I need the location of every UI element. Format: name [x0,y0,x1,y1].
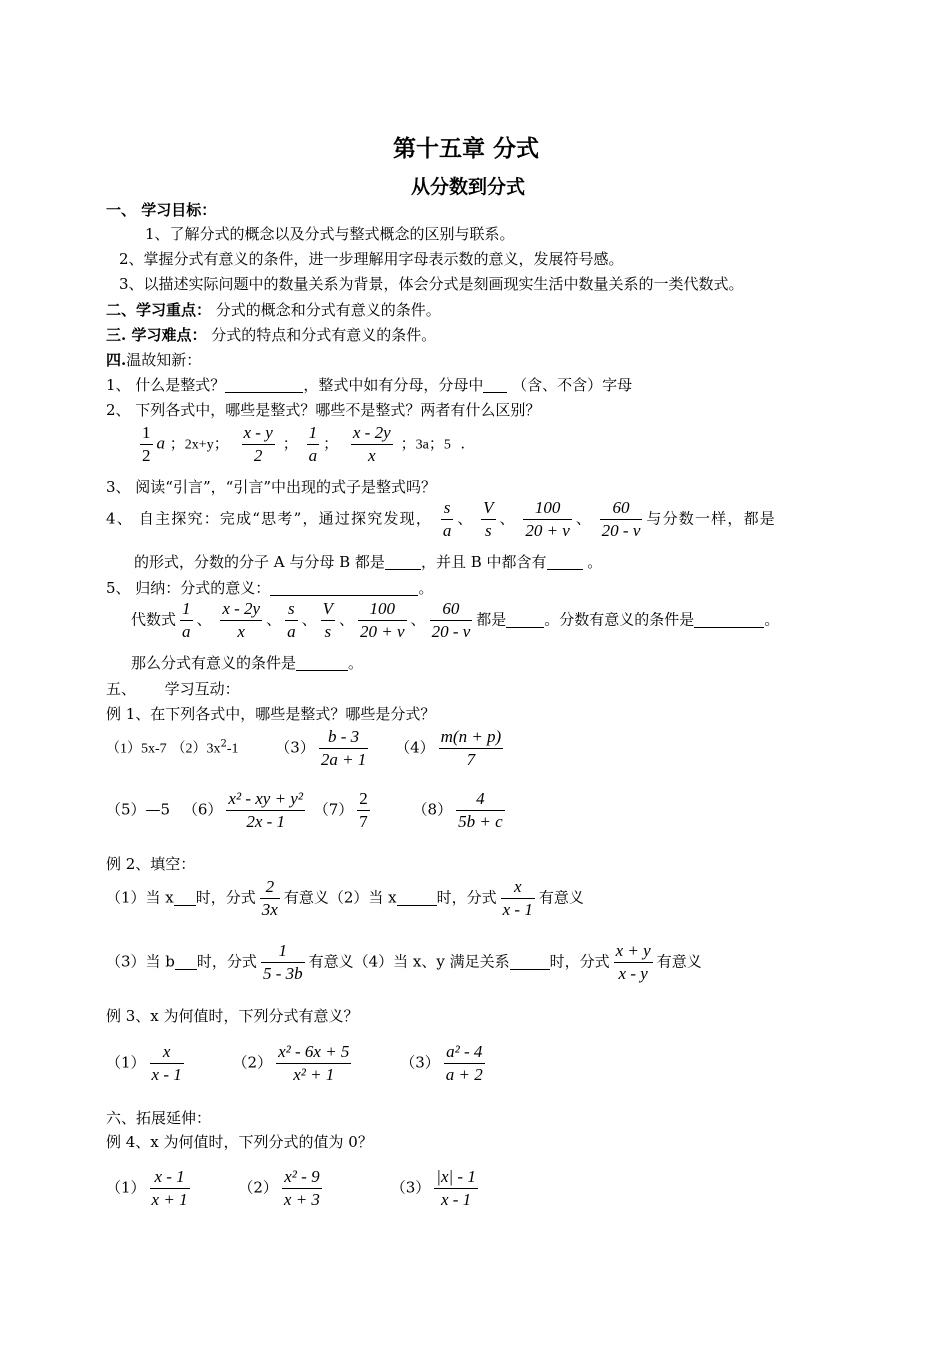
answer-blank[interactable] [270,580,418,596]
denominator: 20 + v [525,521,570,540]
question-text: （3）当 b [106,952,175,971]
fraction [600,497,643,542]
question-5-expressions [131,598,779,643]
answer-blank[interactable] [175,954,197,970]
question-text: 的形式，分数的分子 A 与分母 B 都是 [134,553,385,571]
example-4-items [106,1166,482,1211]
objective-2: 2、掌握分式有意义的条件，进一步理解用字母表示数的意义，发展符号感。 [119,250,624,268]
question-4-cont [134,551,602,572]
numerator: 2 [357,788,370,811]
denominator: x [367,446,376,465]
answer-blank[interactable] [385,554,421,570]
fraction [481,497,495,542]
answer-blank[interactable] [296,655,348,671]
example-1: 例 1、在下列各式中，哪些是整式？哪些是分式？ [106,705,436,723]
numerator: 60 [430,598,473,621]
fraction [220,598,262,643]
numerator: x² - 9 [282,1166,322,1189]
fraction [358,598,407,643]
example-2-line-a [106,876,584,921]
answer-blank[interactable] [397,890,437,906]
example-3-items [106,1041,489,1086]
question-text: ，并且 B 中都含有 [420,553,547,571]
question-text: 那么分式有意义的条件是 [131,654,297,672]
denominator: a [308,446,318,465]
period: . [460,434,466,453]
item-label: （6） [182,800,223,819]
fraction [242,422,275,467]
fraction [444,1041,485,1086]
question-1 [106,374,632,395]
question-text: 有意义 [656,952,702,971]
item-label: （7） [313,800,354,819]
example-4: 例 4、x 为何值时，下列分式的值为 0？ [106,1133,373,1151]
denominator: 2a + 1 [320,750,367,769]
separator: ； [428,434,444,453]
expression: 2x+y [184,437,214,453]
item-label: -1 [226,741,239,757]
key-points [106,299,441,320]
question-text: 4、 自主探究：完成“思考”，通过探究发现， [106,509,433,528]
review-text: 温故知新： [126,351,202,369]
denominator: x - y [618,964,648,983]
separator: 、 [499,509,515,528]
denominator: 7 [466,750,476,769]
denominator: a [182,622,191,641]
question-text: 时，分式 [196,952,257,971]
item-label: （2）3x [171,741,221,757]
fraction [260,876,280,921]
key-points-text: 分式的概念和分式有意义的条件。 [215,301,441,319]
fraction [261,940,305,985]
numerator: x - 2y [220,598,262,621]
example-1-items-b [106,788,509,833]
denominator: 2 [142,446,151,465]
answer-blank[interactable] [506,612,544,628]
numerator: x - 1 [150,1166,190,1189]
question-2: 2、 下列各式中，哪些是整式？哪些不是整式？两者有什么区别？ [106,401,541,419]
item-label: （4） [395,738,435,757]
section-heading: 五、 学习互动： [106,680,240,698]
question-text: 。分数有意义的条件是 [544,610,695,629]
denominator: 2 [253,446,263,465]
denominator: s [324,622,332,641]
answer-blank[interactable] [510,954,550,970]
question-text: 代数式 [131,610,177,629]
exponent: 2 [220,738,227,750]
example-2: 例 2、填空： [106,855,196,873]
fraction [282,1166,322,1211]
denominator: x + 3 [283,1190,320,1209]
page-subtitle: 从分数到分式 [411,176,526,198]
item-label: （3） [400,1053,440,1072]
numerator: b - 3 [319,726,368,749]
fraction [434,1166,478,1211]
fraction [456,788,505,833]
question-text: 时，分式 [195,888,256,907]
question-text: 。 [587,553,603,571]
question-text: 时，分式 [436,888,497,907]
question-text: 都是 [476,610,507,629]
separator: ； [213,434,229,453]
fraction [614,940,653,985]
denominator: x + 1 [151,1190,188,1209]
denominator: a [442,521,452,540]
difficulties-text: 分式的特点和分式有意义的条件。 [211,326,437,344]
separator: 、 [196,610,212,629]
question-text: ，整式中如有分母，分母中 [303,376,484,394]
question-text: 有意义 [538,888,584,907]
key-points-label: 二、学习重点： [106,301,212,319]
review-heading [106,349,201,370]
separator: 、 [301,610,317,629]
separator: 、 [410,610,426,629]
denominator: x - 1 [502,900,533,919]
numerator: 100 [358,598,407,621]
denominator: 20 + v [360,622,405,641]
denominator: 5 - 3b [262,964,303,983]
numerator: x² - xy + y² [226,788,305,811]
fraction [140,422,153,467]
difficulties [106,324,436,345]
numerator: x² - 6x + 5 [276,1041,351,1064]
question-text: 有意义（4）当 x、y 满足关系 [308,952,510,971]
answer-blank[interactable] [694,612,764,628]
example-2-line-b [106,940,702,985]
fraction [351,422,393,467]
question-text: 有意义（2）当 x [283,888,397,907]
denominator: s [485,521,492,540]
denominator: a [287,622,296,641]
separator: ； [323,434,339,453]
denominator: a + 2 [445,1065,483,1084]
question-4 [106,497,776,542]
denominator: 20 - v [431,622,471,641]
denominator: x - 1 [151,1065,182,1084]
item-label: （3） [390,1178,431,1197]
example-1-items-a [106,726,507,771]
numerator: 1 [261,940,305,963]
question-5-cont [131,652,363,673]
review-label: 四. [106,351,127,369]
fraction [150,1166,190,1211]
answer-blank[interactable] [174,890,196,906]
question-text: 1、 什么是整式？ [106,376,226,394]
numerator: 1 [140,422,153,445]
fraction [276,1041,351,1086]
fraction [501,876,535,921]
question-text: 5、 归纳：分式的意义： [106,579,271,597]
answer-blank[interactable] [225,377,303,393]
fraction [523,497,572,542]
denominator: 7 [359,812,368,831]
expression: 3a [415,437,429,453]
item-label: （1） [106,1178,146,1197]
denominator: 20 - v [601,521,641,540]
item-label: （1） [106,1053,146,1072]
numerator: a² - 4 [444,1041,485,1064]
fraction [150,1041,184,1086]
numerator: 2 [260,876,280,899]
question-5 [106,577,433,598]
numerator: x - 2y [351,422,393,445]
fraction [226,788,305,833]
numerator: |x| - 1 [434,1166,478,1189]
objective-1: 1、了解分式的概念以及分式与整式概念的区别与联系。 [145,225,515,243]
numerator: 100 [523,497,572,520]
question-text: 。 [348,654,364,672]
separator: ； [400,434,416,453]
fraction [357,788,370,833]
item-label: （2） [238,1178,278,1197]
numerator: s [441,497,454,520]
fraction [441,497,454,542]
fraction [439,726,504,771]
item-label: （2） [232,1053,273,1072]
denominator: 5b + c [458,812,503,831]
objective-3: 3、以描述实际问题中的数量关系为背景，体会分式是刻画现实生活中数量关系的一类代数式。 [119,275,744,293]
numerator: 1 [307,422,320,445]
question-2-expressions [136,422,465,467]
denominator: x [237,622,245,641]
question-text: 与分数一样，都是 [646,509,776,528]
denominator: 3x [261,900,278,919]
question-text: 。 [418,579,434,597]
question-text: （1）当 x [106,888,174,907]
numerator: V [481,497,495,520]
page-title: 第十五章 分式 [393,136,540,162]
answer-blank[interactable] [483,377,507,393]
numerator: x [501,876,535,899]
section-heading: 一、 学习目标： [106,201,217,219]
separator: 、 [266,610,282,629]
separator: 、 [339,610,355,629]
fraction [285,598,298,643]
example-3: 例 3、x 为何值时，下列分式有意义？ [106,1007,359,1025]
expression: 5 [443,437,451,453]
fraction [319,726,368,771]
numerator: x + y [614,940,653,963]
numerator: x [150,1041,184,1064]
difficulties-label: 三. 学习难点： [106,326,207,344]
numerator: m(n + p) [439,726,504,749]
fraction [307,422,320,467]
fraction [321,598,335,643]
fraction [180,598,193,643]
question-3: 3、 阅读“引言”，“引言”中出现的式子是整式吗？ [106,478,436,496]
separator: 、 [575,509,591,528]
numerator: 1 [180,598,193,621]
item-label: （5）—5 [106,800,171,819]
numerator: V [321,598,335,621]
numerator: x - y [242,422,275,445]
variable: a [156,433,165,453]
denominator: x² + 1 [293,1065,335,1084]
numerator: s [285,598,298,621]
question-text: 时，分式 [549,952,610,971]
fraction [430,598,473,643]
separator: 、 [457,509,473,528]
numerator: 4 [456,788,505,811]
item-label: （8） [412,800,453,819]
separator: ； [169,434,185,453]
question-text: （含、不含）字母 [512,376,633,394]
numerator: 60 [600,497,643,520]
section-heading: 六、拓展延伸： [106,1109,212,1127]
question-text: 。 [764,610,780,629]
item-label: （3） [275,738,315,757]
answer-blank[interactable] [547,554,583,570]
denominator: 2x - 1 [246,812,286,831]
separator: ； [282,434,298,453]
item-label: （1）5x-7 [106,741,167,757]
denominator: x - 1 [440,1190,472,1209]
